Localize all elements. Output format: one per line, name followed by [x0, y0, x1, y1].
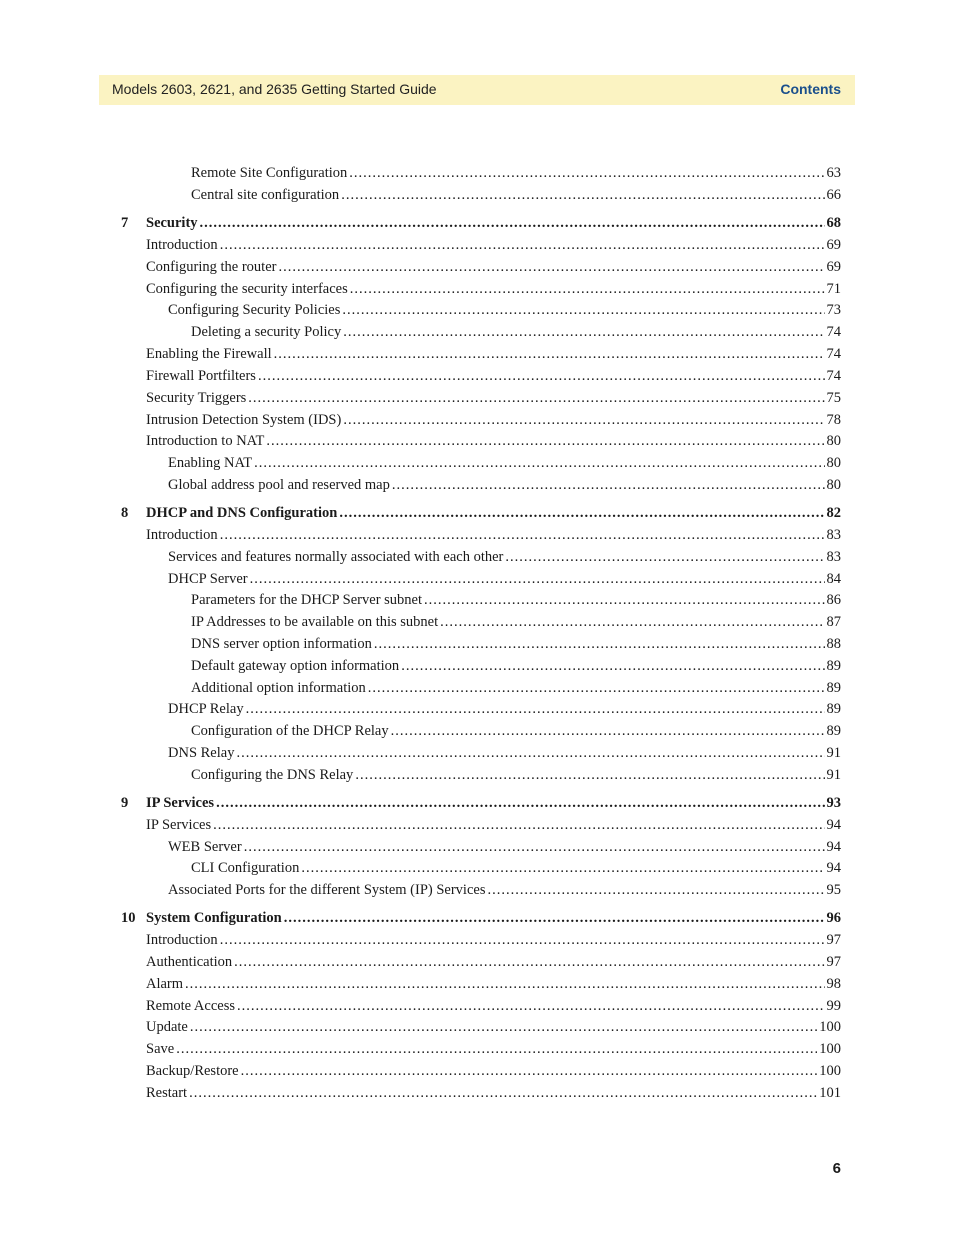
toc-chapter-entry[interactable] — [0, 503, 954, 523]
toc-page-number: 86 — [826, 592, 841, 608]
toc-entry-title: Global address pool and reserved map — [168, 477, 390, 493]
dot-leader — [234, 952, 824, 972]
dot-leader — [200, 213, 825, 233]
toc-entry[interactable] — [0, 743, 954, 763]
dot-leader — [258, 366, 825, 386]
toc-row — [168, 837, 841, 857]
toc-entry-title: Restart — [146, 1085, 188, 1101]
toc-page-number: 71 — [826, 281, 841, 297]
dot-leader — [355, 765, 824, 785]
toc-page-number: 97 — [826, 932, 841, 948]
toc-row — [146, 930, 841, 950]
toc-entry[interactable] — [0, 765, 954, 785]
chapter-number: 10 — [121, 910, 136, 926]
toc-entry[interactable] — [0, 1017, 954, 1037]
toc-page-number: 84 — [826, 571, 841, 587]
toc-row — [146, 952, 841, 972]
toc-row — [191, 163, 841, 183]
toc-page-number: 80 — [826, 477, 841, 493]
toc-row — [146, 525, 841, 545]
toc-entry[interactable] — [0, 974, 954, 994]
toc-entry-title: IP Services — [146, 817, 212, 833]
toc-page-number: 94 — [826, 817, 841, 833]
toc-entry-title: Intrusion Detection System (IDS) — [146, 412, 342, 428]
dot-leader — [440, 612, 824, 632]
toc-row — [168, 880, 841, 900]
toc-entry-title: Services and features normally associated with each other — [168, 549, 504, 565]
toc-row — [146, 1039, 841, 1059]
toc-entry[interactable] — [0, 366, 954, 386]
toc-row — [146, 410, 841, 430]
toc-entry[interactable] — [0, 431, 954, 451]
toc-entry[interactable] — [0, 952, 954, 972]
toc-entry[interactable] — [0, 475, 954, 495]
toc-entry-title: DHCP Server — [168, 571, 248, 587]
toc-entry-title: Save — [146, 1041, 175, 1057]
toc-page-number: 75 — [826, 390, 841, 406]
toc-entry-title: Configuration of the DHCP Relay — [191, 723, 389, 739]
dot-leader — [487, 880, 824, 900]
dot-leader — [248, 388, 824, 408]
toc-entry-title: Remote Site Configuration — [191, 165, 348, 181]
toc-row — [146, 1017, 841, 1037]
toc-chapter-entry[interactable] — [0, 793, 954, 813]
dot-leader — [368, 678, 825, 698]
toc-row — [146, 257, 841, 277]
toc-row — [168, 743, 841, 763]
toc-row — [191, 322, 841, 342]
chapter-number: 8 — [121, 505, 129, 521]
dot-leader — [246, 699, 825, 719]
toc-row — [146, 793, 841, 813]
chapter-number: 9 — [121, 795, 129, 811]
toc-page-number: 94 — [826, 839, 841, 855]
toc-entry[interactable] — [0, 322, 954, 342]
toc-page-number: 69 — [826, 237, 841, 253]
toc-row — [168, 547, 841, 567]
toc-row — [191, 858, 841, 878]
toc-page-number: 91 — [826, 745, 841, 761]
dot-leader — [505, 547, 824, 567]
toc-entry-title: Update — [146, 1019, 188, 1035]
toc-page-number: 82 — [826, 505, 841, 521]
toc-entry[interactable] — [0, 1083, 954, 1103]
toc-entry-title: Introduction — [146, 237, 218, 253]
toc-page-number: 95 — [826, 882, 841, 898]
toc-page-number: 100 — [819, 1019, 841, 1035]
toc-page-number: 68 — [826, 215, 841, 231]
toc-row — [146, 279, 841, 299]
toc-entry[interactable] — [0, 1039, 954, 1059]
toc-row — [191, 656, 841, 676]
toc-entry[interactable] — [0, 388, 954, 408]
dot-leader — [350, 279, 825, 299]
dot-leader — [424, 590, 824, 610]
dot-leader — [343, 410, 824, 430]
toc-entry-title: Alarm — [146, 976, 184, 992]
toc-entry[interactable] — [0, 837, 954, 857]
dot-leader — [392, 475, 825, 495]
toc-entry-title: Remote Access — [146, 998, 235, 1014]
toc-entry-title: Introduction — [146, 932, 218, 948]
toc-page-number: 73 — [826, 302, 841, 318]
toc-entry-title: Backup/Restore — [146, 1063, 239, 1079]
toc-page-number: 100 — [819, 1063, 841, 1079]
toc-entry[interactable] — [0, 300, 954, 320]
toc-entry-title: Security — [146, 215, 198, 231]
toc-entry[interactable] — [0, 858, 954, 878]
toc-entry-title: Security Triggers — [146, 390, 247, 406]
toc-row — [191, 185, 841, 205]
toc-row — [168, 475, 841, 495]
toc-entry[interactable] — [0, 453, 954, 473]
toc-page-number: 89 — [826, 658, 841, 674]
dot-leader — [343, 322, 824, 342]
toc-page-number: 66 — [826, 187, 841, 203]
page-header — [99, 75, 855, 105]
toc-row — [146, 344, 841, 364]
toc-page-number: 63 — [826, 165, 841, 181]
toc-row — [146, 431, 841, 451]
toc-page-number: 74 — [826, 368, 841, 384]
toc-entry-title: Authentication — [146, 954, 233, 970]
toc-entry-title: Enabling NAT — [168, 455, 253, 471]
toc-row — [191, 678, 841, 698]
dot-leader — [401, 656, 824, 676]
dot-leader — [284, 908, 825, 928]
dot-leader — [236, 743, 824, 763]
toc-entry[interactable] — [0, 699, 954, 719]
toc-row — [146, 974, 841, 994]
chapter-number: 7 — [121, 215, 129, 231]
toc-entry-title: DNS server option information — [191, 636, 372, 652]
toc-entry[interactable] — [0, 721, 954, 741]
toc-entry-title: IP Services — [146, 795, 215, 811]
toc-entry[interactable] — [0, 185, 954, 205]
document-title: Models 2603, 2621, and 2635 Getting Started Guide — [112, 81, 437, 97]
toc-entry-title: System Configuration — [146, 910, 282, 926]
toc-row — [146, 996, 841, 1016]
toc-page-number: 87 — [826, 614, 841, 630]
toc-page-number: 89 — [826, 680, 841, 696]
toc-page-number: 101 — [819, 1085, 841, 1101]
toc-row — [168, 300, 841, 320]
toc-entry-title: DNS Relay — [168, 745, 235, 761]
toc-entry-title: Introduction to NAT — [146, 433, 265, 449]
toc-row — [191, 590, 841, 610]
toc-entry-title: IP Addresses to be available on this subnet — [191, 614, 439, 630]
toc-entry-title: Associated Ports for the different System (IP) Services — [168, 882, 486, 898]
toc-entry[interactable] — [0, 1061, 954, 1081]
toc-entry[interactable] — [0, 656, 954, 676]
page-number: 6 — [832, 1160, 841, 1177]
toc-page-number: 88 — [826, 636, 841, 652]
toc-page-number: 100 — [819, 1041, 841, 1057]
dot-leader — [220, 525, 825, 545]
toc-entry[interactable] — [0, 547, 954, 567]
toc-row — [146, 1083, 841, 1103]
toc-row — [168, 453, 841, 473]
toc-row — [191, 765, 841, 785]
toc-entry[interactable] — [0, 930, 954, 950]
toc-row — [146, 1061, 841, 1081]
dot-leader — [254, 453, 824, 473]
dot-leader — [220, 930, 825, 950]
toc-page-number: 74 — [826, 324, 841, 340]
toc-page-number: 96 — [826, 910, 841, 926]
toc-entry[interactable] — [0, 880, 954, 900]
toc-entry-title: Enabling the Firewall — [146, 346, 272, 362]
toc-entry-title: WEB Server — [168, 839, 242, 855]
toc-entry[interactable] — [0, 235, 954, 255]
toc-entry[interactable] — [0, 163, 954, 183]
toc-row — [168, 699, 841, 719]
toc-entry-title: Configuring the security interfaces — [146, 281, 348, 297]
dot-leader — [176, 1039, 817, 1059]
dot-leader — [241, 1061, 818, 1081]
toc-page-number: 93 — [826, 795, 841, 811]
toc-page-number: 83 — [826, 527, 841, 543]
dot-leader — [274, 344, 825, 364]
toc-entry-title: DHCP and DNS Configuration — [146, 505, 338, 521]
toc-page-number: 94 — [826, 860, 841, 876]
toc-entry[interactable] — [0, 590, 954, 610]
toc-entry[interactable] — [0, 525, 954, 545]
toc-entry-title: CLI Configuration — [191, 860, 300, 876]
dot-leader — [349, 163, 824, 183]
toc-row — [146, 503, 841, 523]
toc-page-number: 80 — [826, 433, 841, 449]
toc-entry[interactable] — [0, 634, 954, 654]
toc-row — [146, 213, 841, 233]
dot-leader — [250, 569, 825, 589]
toc-entry[interactable] — [0, 612, 954, 632]
dot-leader — [341, 185, 824, 205]
dot-leader — [189, 1083, 817, 1103]
toc-entry-title: Configuring Security Policies — [168, 302, 341, 318]
toc-entry-title: Firewall Portfilters — [146, 368, 256, 384]
toc-row — [146, 815, 841, 835]
toc-entry-title: Introduction — [146, 527, 218, 543]
toc-entry[interactable] — [0, 996, 954, 1016]
toc-row — [146, 235, 841, 255]
toc-row — [146, 388, 841, 408]
toc-page-number: 89 — [826, 723, 841, 739]
toc-entry[interactable] — [0, 410, 954, 430]
section-label: Contents — [780, 81, 841, 97]
toc-page-number: 89 — [826, 701, 841, 717]
toc-entry-title: Configuring the DNS Relay — [191, 767, 354, 783]
toc-entry-title: Additional option information — [191, 680, 366, 696]
toc-entry[interactable] — [0, 569, 954, 589]
toc-page-number: 74 — [826, 346, 841, 362]
dot-leader — [190, 1017, 817, 1037]
toc-page-number: 69 — [826, 259, 841, 275]
toc-chapter-entry[interactable] — [0, 908, 954, 928]
toc-row — [146, 908, 841, 928]
toc-page-number: 80 — [826, 455, 841, 471]
dot-leader — [342, 300, 824, 320]
dot-leader — [301, 858, 824, 878]
dot-leader — [213, 815, 824, 835]
toc-page-number: 98 — [826, 976, 841, 992]
toc-entry-title: Central site configuration — [191, 187, 340, 203]
toc-page-number: 97 — [826, 954, 841, 970]
toc-row — [191, 612, 841, 632]
toc-entry-title: Deleting a security Policy — [191, 324, 342, 340]
toc-chapter-entry[interactable] — [0, 213, 954, 233]
toc-entry-title: DHCP Relay — [168, 701, 244, 717]
toc-entry[interactable] — [0, 815, 954, 835]
toc-page-number: 91 — [826, 767, 841, 783]
dot-leader — [374, 634, 825, 654]
toc-page-number: 78 — [826, 412, 841, 428]
dot-leader — [216, 793, 824, 813]
toc-entry[interactable] — [0, 257, 954, 277]
dot-leader — [244, 837, 825, 857]
toc-row — [191, 721, 841, 741]
dot-leader — [339, 503, 824, 523]
toc-entry[interactable] — [0, 678, 954, 698]
toc-row — [146, 366, 841, 386]
toc-entry[interactable] — [0, 344, 954, 364]
dot-leader — [278, 257, 824, 277]
toc-row — [191, 634, 841, 654]
dot-leader — [391, 721, 825, 741]
toc-page-number: 99 — [826, 998, 841, 1014]
toc-entry-title: Default gateway option information — [191, 658, 400, 674]
dot-leader — [185, 974, 824, 994]
toc-entry[interactable] — [0, 279, 954, 299]
toc-page-number: 83 — [826, 549, 841, 565]
dot-leader — [266, 431, 824, 451]
dot-leader — [220, 235, 825, 255]
dot-leader — [237, 996, 825, 1016]
toc-entry-title: Configuring the router — [146, 259, 277, 275]
toc-row — [168, 569, 841, 589]
toc-entry-title: Parameters for the DHCP Server subnet — [191, 592, 423, 608]
